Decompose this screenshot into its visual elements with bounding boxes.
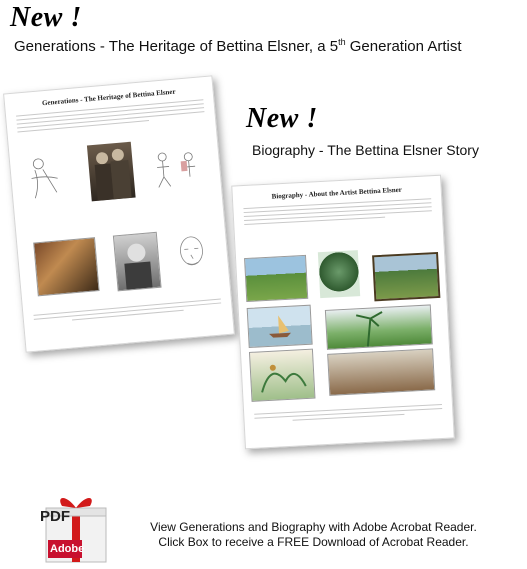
new-label-generations: New ! [10,2,82,33]
tile-birds-mural [249,349,316,402]
generations-title-sup: th [338,37,346,47]
generations-doc-title: Generations - The Heritage of Bettina Elsner [41,87,176,108]
kitchen-backsplash-mural [325,304,433,349]
painting-group-scene [33,237,99,296]
framed-landscape-painting [372,252,440,301]
tile-art-landscape [244,255,308,302]
sketch-portrait-head [169,229,215,280]
biography-doc-title: Biography - About the Artist Bettina Elsner [271,185,403,201]
generations-title-suffix: Generation Artist [345,38,462,55]
sketch-figure-left [24,152,68,205]
biography-doc-intro-text [243,198,432,228]
green-man-sculpture [318,250,360,298]
adobe-logo-text: Adobe [50,543,85,555]
biography-title[interactable]: Biography - The Bettina Elsner Story [252,142,479,158]
acrobat-instructions-line1: View Generations and Biography with Adobe Acrobat Reader. [150,520,477,534]
pdf-label: PDF [40,508,70,525]
acrobat-reader-download-box[interactable] [36,488,116,564]
photo-couple-portrait [87,142,136,202]
generations-title[interactable] [14,37,462,55]
tile-sailboat-mural [247,305,313,348]
generations-doc-footer-text [33,298,221,326]
kitchen-interior-photo [327,348,435,395]
new-label-biography: New ! [246,103,318,134]
biography-document-thumbnail[interactable] [231,175,455,450]
generations-document-thumbnail[interactable] [3,75,235,352]
acrobat-instructions-line2: Click Box to receive a FREE Download of Acrobat Reader. [158,535,469,549]
generations-title-prefix: Generations - The Heritage of Bettina Elsner, a 5 [14,38,339,55]
photo-elderly-man [113,232,162,292]
sketch-figures-right [150,146,205,190]
acrobat-instructions[interactable] [116,520,511,550]
biography-doc-footer-text [254,404,442,426]
